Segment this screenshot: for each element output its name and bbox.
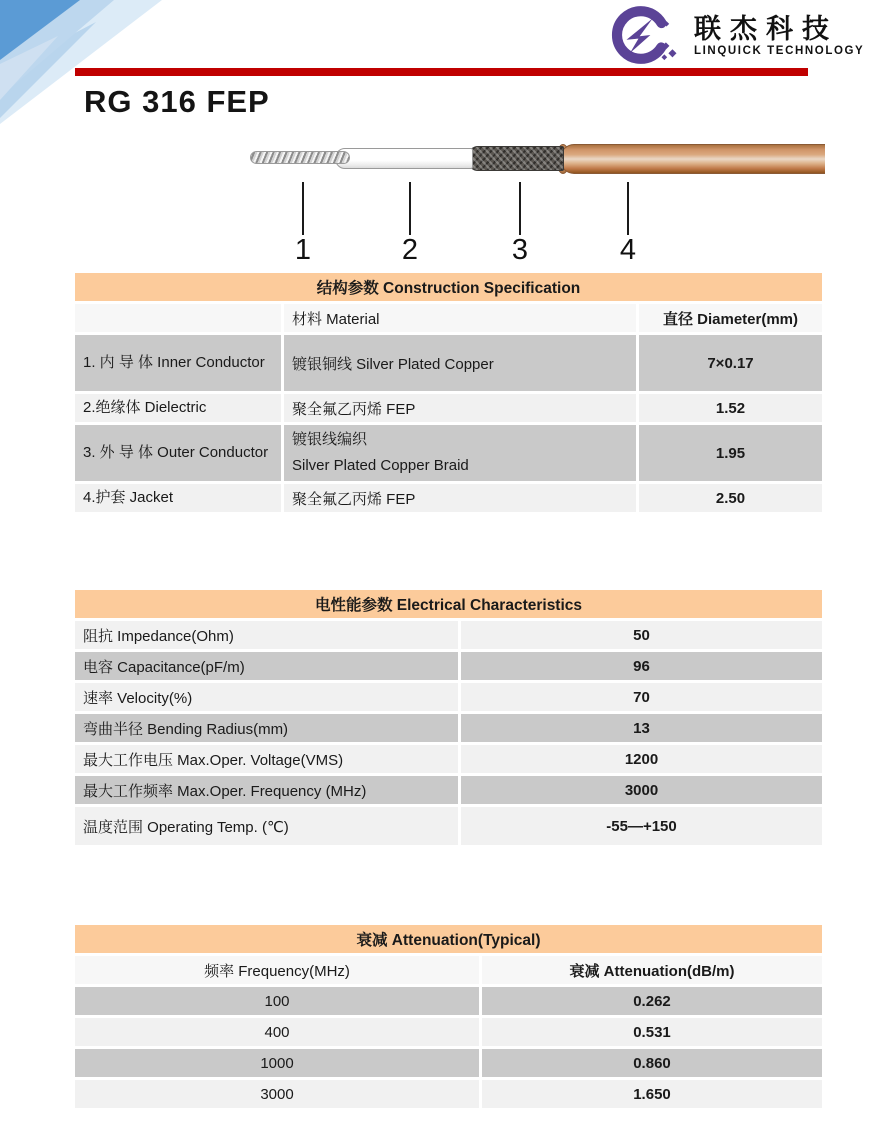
electrical-row-value: 96 [461, 652, 822, 680]
cable-diagram [240, 138, 825, 272]
construction-row-material: 聚全氟乙丙烯 FEP [284, 394, 636, 422]
material-line-cn: 镀银线编织 [292, 431, 368, 448]
attenuation-table-title: 衰减 Attenuation(Typical) [75, 925, 822, 953]
electrical-row-label: 电容 Capacitance(pF/m) [75, 652, 458, 680]
attenuation-row-frequency: 100 [75, 987, 479, 1015]
electrical-row-label: 速率 Velocity(%) [75, 683, 458, 711]
pointer-line-4 [627, 182, 629, 235]
electrical-row-value: -55—+150 [461, 807, 822, 845]
brand-name-cn: 联杰科技 [694, 13, 838, 44]
logo-text [694, 13, 864, 57]
construction-col-header-diameter: 直径 Diameter(mm) [639, 304, 822, 332]
page-title: RG 316 FEP [84, 84, 270, 119]
electrical-row-label: 最大工作频率 Max.Oper. Frequency (MHz) [75, 776, 458, 804]
cable-inner-conductor [250, 151, 350, 164]
construction-row-diameter: 2.50 [639, 484, 822, 512]
electrical-row-value: 1200 [461, 745, 822, 773]
electrical-row-value: 50 [461, 621, 822, 649]
pointer-line-3 [519, 182, 521, 235]
construction-row-diameter: 7×0.17 [639, 335, 822, 391]
electrical-row-label: 最大工作电压 Max.Oper. Voltage(VMS) [75, 745, 458, 773]
attenuation-row-value: 1.650 [482, 1080, 822, 1108]
attenuation-table [75, 925, 822, 1108]
company-logo [608, 4, 864, 66]
attenuation-row-frequency: 1000 [75, 1049, 479, 1077]
header-rule [75, 68, 808, 76]
electrical-row-value: 13 [461, 714, 822, 742]
electrical-row-value: 70 [461, 683, 822, 711]
attenuation-row-frequency: 400 [75, 1018, 479, 1046]
attenuation-col-header-frequency: 频率 Frequency(MHz) [75, 956, 479, 984]
cable-dielectric-layer [335, 148, 473, 169]
brand-name-en: LINQUICK TECHNOLOGY [694, 45, 865, 58]
attenuation-row-frequency: 3000 [75, 1080, 479, 1108]
electrical-row-label: 温度范围 Operating Temp. (℃) [75, 807, 458, 845]
construction-row-item: 2.绝缘体 Dielectric [75, 394, 281, 422]
cable-jacket-layer [560, 144, 825, 174]
construction-row-material [284, 425, 636, 481]
diagram-label-1: 1 [294, 234, 312, 266]
attenuation-col-header-value: 衰减 Attenuation(dB/m) [482, 956, 822, 984]
construction-row-material: 镀银铜线 Silver Plated Copper [284, 335, 636, 391]
construction-row-diameter: 1.52 [639, 394, 822, 422]
construction-row-item: 3. 外 导 体 Outer Conductor [75, 425, 281, 481]
construction-row-item: 1. 内 导 体 Inner Conductor [75, 335, 281, 391]
electrical-table [75, 590, 822, 845]
construction-row-diameter: 1.95 [639, 425, 822, 481]
diagram-label-3: 3 [511, 234, 529, 266]
electrical-row-label: 阻抗 Impedance(Ohm) [75, 621, 458, 649]
construction-table [75, 273, 822, 512]
electrical-row-value: 3000 [461, 776, 822, 804]
construction-row-material: 聚全氟乙丙烯 FEP [284, 484, 636, 512]
attenuation-row-value: 0.262 [482, 987, 822, 1015]
diagram-label-2: 2 [401, 234, 419, 266]
construction-table-title: 结构参数 Construction Specification [75, 273, 822, 301]
pointer-line-2 [409, 182, 411, 235]
pointer-line-1 [302, 182, 304, 235]
electrical-table-title: 电性能参数 Electrical Characteristics [75, 590, 822, 618]
construction-row-item: 4.护套 Jacket [75, 484, 281, 512]
logo-icon [608, 4, 688, 66]
attenuation-row-value: 0.531 [482, 1018, 822, 1046]
attenuation-row-value: 0.860 [482, 1049, 822, 1077]
construction-col-header-material: 材料 Material [284, 304, 636, 332]
cable-braid-layer [468, 146, 564, 171]
electrical-row-label: 弯曲半径 Bending Radius(mm) [75, 714, 458, 742]
construction-col-header-item [75, 304, 281, 332]
material-line-en: Silver Plated Copper Braid [292, 457, 469, 474]
diagram-label-4: 4 [619, 234, 637, 266]
